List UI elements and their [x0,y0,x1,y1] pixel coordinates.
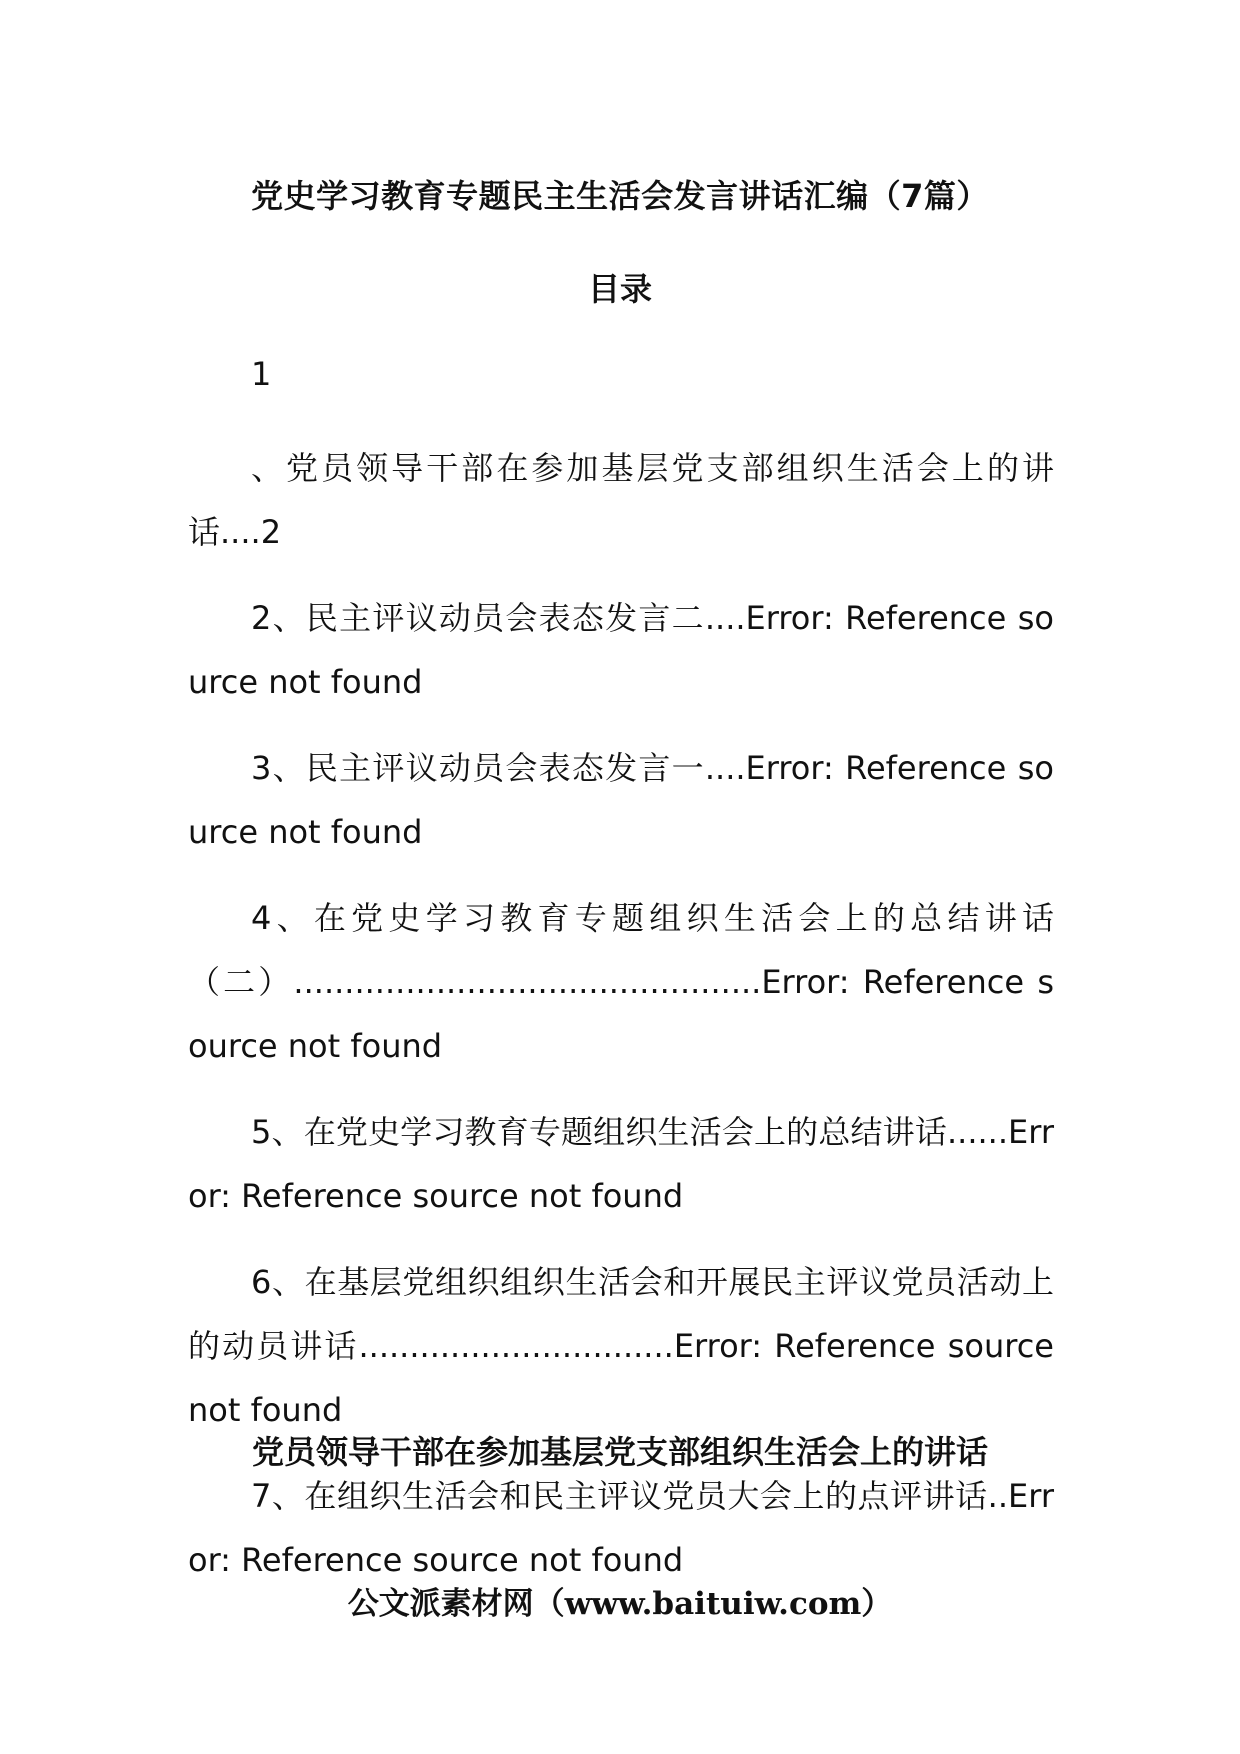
toc-entry[interactable]: 2、民主评议动员会表态发言二....Error: Reference source not found [188,599,1054,701]
toc-entry[interactable]: 6、在基层党组织组织生活会和开展民主评议党员活动上的动员讲话...............................Error: Reference source not found [188,1263,1054,1429]
toc-number-line: 1 [251,355,272,393]
toc-heading: 目录 [587,270,652,308]
toc-entry[interactable]: 、党员领导干部在参加基层党支部组织生活会上的讲话....2 [188,449,1054,551]
footer-credit: 公文派素材网（www.baituiw.com） [347,1586,893,1622]
section-heading: 党员领导干部在参加基层党支部组织生活会上的讲话 [251,1433,988,1471]
toc-entry[interactable]: 7、在组织生活会和民主评议党员大会上的点评讲话..Error: Reference source not found [188,1477,1054,1579]
toc-entry[interactable]: 5、在党史学习教育专题组织生活会上的总结讲话......Error: Reference source not found [188,1113,1054,1215]
toc-entry[interactable]: 3、民主评议动员会表态发言一....Error: Reference source not found [188,749,1054,851]
document-title: 党史学习教育专题民主生活会发言讲话汇编（7篇） [251,177,989,215]
table-of-contents [188,350,1054,1592]
toc-entry[interactable]: 4、在党史学习教育专题组织生活会上的总结讲话（二）..............................................Error: Reference source not found [188,899,1054,1065]
